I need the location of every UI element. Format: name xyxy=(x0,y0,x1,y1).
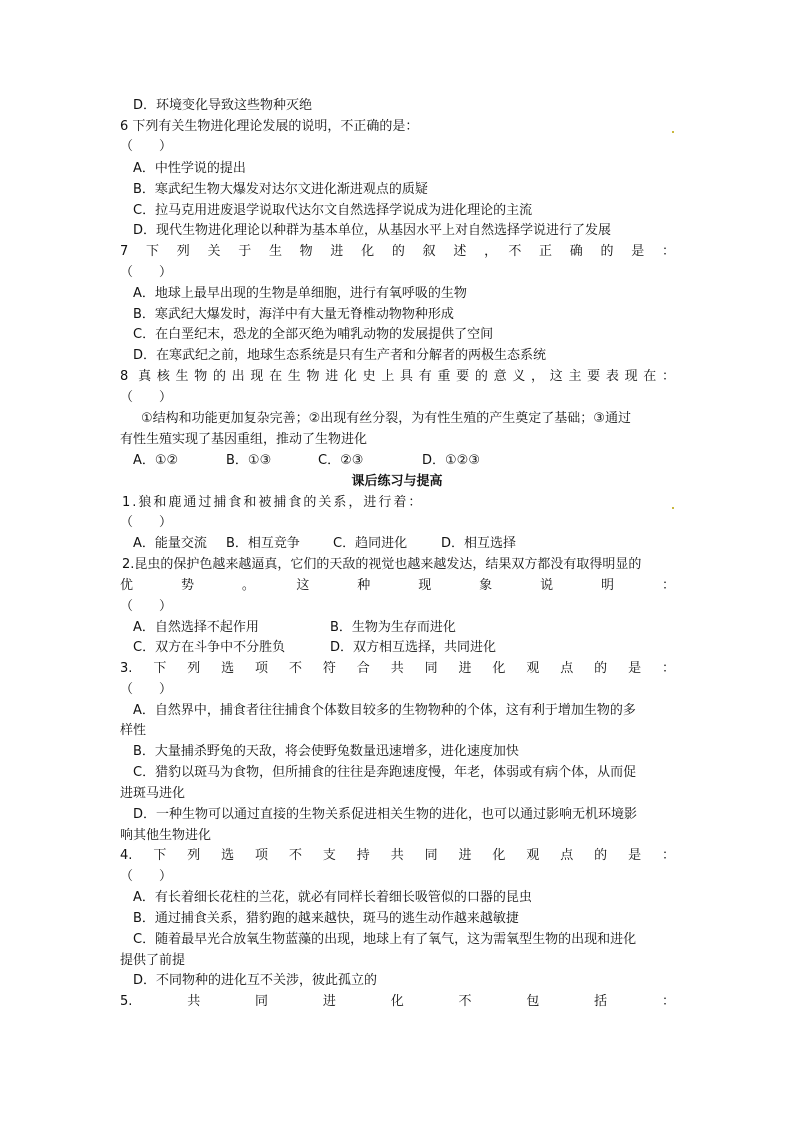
e5-stem: 5. 共 同 进 化 不 包 括 ： xyxy=(120,994,675,1009)
e3-option-d-line2: 响其他生物进化 xyxy=(120,828,212,843)
e1-option-d: D．相互选择 xyxy=(441,536,517,551)
e4-stem: 4. 下 列 选 项 不 支 持 共 同 进 化 观 点 的 是 ： xyxy=(120,848,675,863)
q6-option-d: D．现代生物进化理论以种群为基本单位，从基因水平上对自然选择学说进行了发展 xyxy=(133,223,612,238)
q7-blank: （ ） xyxy=(120,265,173,280)
e4-option-c-line1: C．随着最早光合放氧生物蓝藻的出现，地球上有了氧气，这为需氧型生物的出现和进化 xyxy=(133,932,637,947)
q7-option-d: D．在寒武纪之前，地球生态系统是只有生产者和分解者的两极生态系统 xyxy=(133,348,547,363)
q8-option-d: D．①②③ xyxy=(422,453,480,468)
e1-option-c: C．趋同进化 xyxy=(333,536,408,551)
e2-option-b: B．生物为生存而进化 xyxy=(330,620,456,635)
decorative-dot xyxy=(672,131,674,133)
e3-option-a-line1: A．自然界中，捕食者往往捕食个体数目较多的生物物种的个体，这有利于增加生物的多 xyxy=(133,703,636,718)
q8-blank: （ ） xyxy=(120,390,173,405)
q6-option-c: C．拉马克用进废退学说取代达尔文自然选择学说成为进化理论的主流 xyxy=(133,203,533,218)
q8-option-b: B．①③ xyxy=(226,453,272,468)
e2-option-a: A．自然选择不起作用 xyxy=(133,620,259,635)
q7-option-b: B．寒武纪大爆发时，海洋中有大量无脊椎动物物种形成 xyxy=(133,307,454,322)
q8-body-line2: 有性生殖实现了基因重组，推动了生物进化 xyxy=(120,432,368,447)
e2-option-d: D．双方相互选择，共同进化 xyxy=(330,640,497,655)
q7-stem: 7 下 列 关 于 生 物 进 化 的 叙 述 ， 不 正 确 的 是 ： xyxy=(120,244,675,259)
e3-option-c-line1: C．猎豹以斑马为食物，但所捕食的往往是奔跑速度慢，年老，体弱或有病个体，从而促 xyxy=(133,765,637,780)
q8-option-c: C．②③ xyxy=(318,453,364,468)
e3-stem: 3. 下 列 选 项 不 符 合 共 同 进 化 观 点 的 是 ： xyxy=(120,661,675,676)
q8-option-a: A．①② xyxy=(133,453,179,468)
e3-blank: （ ） xyxy=(120,682,173,697)
e2-stem-line1: 2.昆虫的保护色越来越逼真，它们的天敌的视觉也越来越发达，结果双方都没有取得明显的 xyxy=(122,557,642,572)
e1-option-a: A．能量交流 xyxy=(133,536,207,551)
q6-option-b: B．寒武纪生物大爆发对达尔文进化渐进观点的质疑 xyxy=(133,182,428,197)
e4-option-a: A．有长着细长花柱的兰花，就必有同样长着细长吸管似的口器的昆虫 xyxy=(133,890,532,905)
e3-option-c-line2: 进斑马进化 xyxy=(120,786,186,801)
e3-option-b: B．大量捕杀野兔的天敌，将会使野兔数量迅速增多，进化速度加快 xyxy=(133,744,519,759)
q6-stem: 6 下列有关生物进化理论发展的说明，不正确的是： xyxy=(120,119,419,134)
e2-option-c: C．双方在斗争中不分胜负 xyxy=(133,640,286,655)
e4-option-d: D．不同物种的进化互不关涉，彼此孤立的 xyxy=(133,973,378,988)
q8-body-line1: ①结构和功能更加复杂完善；②出现有丝分裂，为有性生殖的产生奠定了基础；③通过 xyxy=(141,411,631,426)
decorative-dot xyxy=(672,507,674,509)
q5-option-d: D．环境变化导致这些物种灭绝 xyxy=(133,98,313,113)
e1-stem: 1.狼和鹿通过捕食和被捕食的关系，进行着： xyxy=(122,495,424,510)
e4-option-b: B．通过捕食关系，猎豹跑的越来越快，斑马的逃生动作越来越敏捷 xyxy=(133,911,519,926)
e1-blank: （ ） xyxy=(120,515,173,530)
e2-stem-line2: 优 势 。 这 种 现 象 说 明 ： xyxy=(120,578,675,593)
q6-blank: （ ） xyxy=(120,139,173,154)
q8-stem: 8 真核生物的出现在生物进化史上具有重要的意义，这主要表现在： xyxy=(120,369,675,384)
q7-option-a: A．地球上最早出现的生物是单细胞，进行有氧呼吸的生物 xyxy=(133,286,467,301)
e4-option-c-line2: 提供了前提 xyxy=(120,953,186,968)
e2-blank: （ ） xyxy=(120,599,173,614)
q7-option-c: C．在白垩纪末，恐龙的全部灭绝为哺乳动物的发展提供了空间 xyxy=(133,327,494,342)
e4-blank: （ ） xyxy=(120,869,173,884)
e1-option-b: B．相互竞争 xyxy=(226,536,300,551)
section-title: 课后练习与提高 xyxy=(351,474,443,489)
q6-option-a: A．中性学说的提出 xyxy=(133,161,246,176)
e3-option-d-line1: D．一种生物可以通过直接的生物关系促进相关生物的进化，也可以通过影响无机环境影 xyxy=(133,807,638,822)
e3-option-a-line2: 样性 xyxy=(120,723,147,738)
